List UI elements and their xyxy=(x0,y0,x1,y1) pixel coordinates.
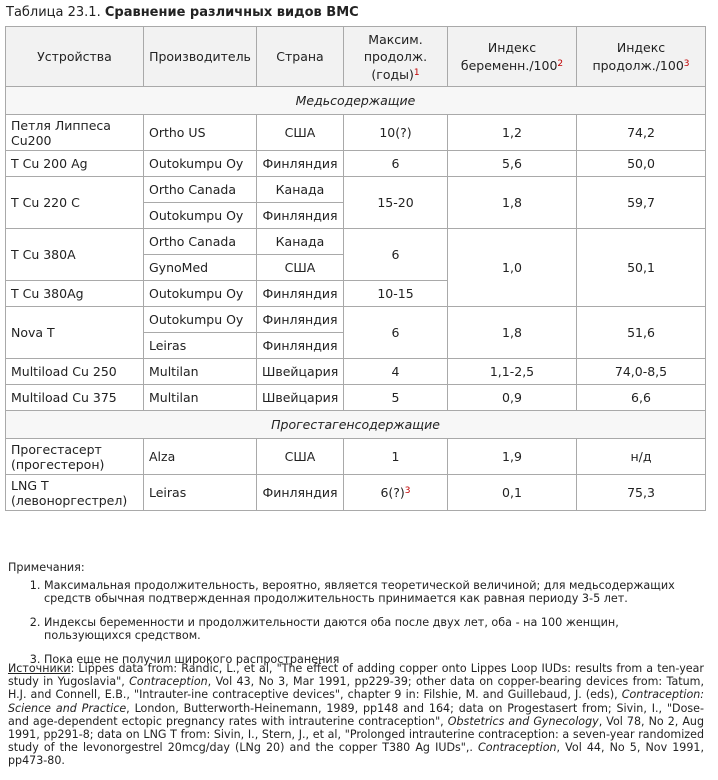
sources: Источники: Lippes data from: Randic, L., et al, "The effect of adding copper onto Lippes Loop IUDs: results from a ten-year study in Yugoslavia", Contraception, Vol 43, No 3, Mar 1991, pp229-39; other data on copper-bearing devices from: Tatum, H.J. and Connell, E.B., "Intrauter-ine contraceptive devices", chapter 9 in: Filshie, M. and Guillebaud, J. (eds), Contraception: Science and Practice, London, Butterworth-Heinemann, 1989, pp148 and 164; data on Progestasert from; Sivin, I., "Dose- and age-dependent ectopic pregnancy rates with intrauterine contraception", Obstetrics and Gynecology, Vol 78, No 2, Aug 1991, pp291-8; data on LNG T from: Sivin, I., Stern, J., et al, "Prolonged intrauterine contraception: a seven-year randomized study of the levonorgestrel 20mcg/day (LNg 20) and the copper T380 Ag IUDs",. Contraception, Vol 44, No 5, Nov 1991, pp473-80. xyxy=(8,662,705,768)
continuation-cell: 51,6 xyxy=(577,307,706,359)
country-cell: Швейцария xyxy=(257,385,344,411)
pregnancy-cell: 1,8 xyxy=(448,307,577,359)
header-continuation-index: Индекс $продолж./100^3$ xyxy=(577,27,706,87)
maker-cell: Outokumpu Oy xyxy=(144,203,257,229)
device-cell: T Cu 200 Ag xyxy=(6,151,144,177)
table-row xyxy=(6,115,706,151)
max-cell: 10(?) xyxy=(344,115,448,151)
pregnancy-cell: 0,9 xyxy=(448,385,577,411)
table-row xyxy=(6,229,706,255)
note-item: 1. Максимальная продолжительность, вероятно, является теоретической величиной; для медьсодержащих средств обычная подтвержденная продолжительность принимается как равная периоду 3-5 лет. xyxy=(44,579,708,606)
continuation-cell: 50,0 xyxy=(577,151,706,177)
maker-cell: Leiras xyxy=(144,475,257,511)
continuation-cell: 50,1 xyxy=(577,229,706,307)
note-item: 2. Индексы беременности и продолжительности даются оба после двух лет, оба - на 100 женщин, пользующихся средством. xyxy=(44,616,708,643)
continuation-cell: 6,6 xyxy=(577,385,706,411)
maker-cell: Ortho Canada xyxy=(144,177,257,203)
pregnancy-cell: 1,9 xyxy=(448,439,577,475)
maker-cell: Leiras xyxy=(144,333,257,359)
footnote-ref-2: 2 xyxy=(557,59,564,69)
section-copper: Медьсодержащие xyxy=(6,87,706,115)
maker-cell: Outokumpu Oy xyxy=(144,281,257,307)
notes xyxy=(8,561,708,676)
table-row xyxy=(6,475,706,511)
country-cell: Финляндия xyxy=(257,307,344,333)
maker-cell: Ortho Canada xyxy=(144,229,257,255)
table-row xyxy=(6,307,706,333)
device-cell: Multiload Cu 375 xyxy=(6,385,144,411)
device-cell: LNG T (левоноргестрел) xyxy=(6,475,144,511)
continuation-cell: 59,7 xyxy=(577,177,706,229)
maker-cell: Ortho US xyxy=(144,115,257,151)
max-cell: 5 xyxy=(344,385,448,411)
device-cell: Nova T xyxy=(6,307,144,359)
country-cell: Финляндия xyxy=(257,203,344,229)
max-cell: 6 xyxy=(344,307,448,359)
maker-cell: Outokumpu Oy xyxy=(144,307,257,333)
section-progestin: Прогестагенсодержащие xyxy=(6,411,706,439)
country-cell: США xyxy=(257,115,344,151)
maker-cell: GynoMed xyxy=(144,255,257,281)
note-item: 3. Пока еще не получил широкого распространения xyxy=(44,653,708,667)
header-country: Страна xyxy=(257,27,344,87)
caption-prefix: Таблица 23.1. xyxy=(6,5,101,20)
pregnancy-cell: 0,1 xyxy=(448,475,577,511)
device-cell: Multiload Cu 250 xyxy=(6,359,144,385)
device-cell: T Cu 380Ag xyxy=(6,281,144,307)
max-cell: 6 xyxy=(344,229,448,281)
device-cell: Петля Липпеса Cu200 xyxy=(6,115,144,151)
country-cell: Финляндия xyxy=(257,475,344,511)
country-cell: Финляндия xyxy=(257,333,344,359)
country-cell: Канада xyxy=(257,229,344,255)
section-row xyxy=(6,87,706,115)
table-row xyxy=(6,359,706,385)
table-row xyxy=(6,151,706,177)
device-cell: Прогестасерт (прогестерон) xyxy=(6,439,144,475)
country-cell: США xyxy=(257,255,344,281)
footnote-ref-3: 3 xyxy=(683,59,690,69)
continuation-cell: 74,2 xyxy=(577,115,706,151)
caption-title: Сравнение различных видов ВМС xyxy=(104,5,359,20)
continuation-cell: 75,3 xyxy=(577,475,706,511)
maker-cell: Multilan xyxy=(144,359,257,385)
country-cell: США xyxy=(257,439,344,475)
country-cell: Швейцария xyxy=(257,359,344,385)
table-caption xyxy=(6,5,359,20)
sources-label: Источники xyxy=(8,662,71,675)
maker-cell: Alza xyxy=(144,439,257,475)
header-device: Устройства xyxy=(6,27,144,87)
max-cell: 6(?)$^3$ xyxy=(344,475,448,511)
header-row xyxy=(6,27,706,87)
max-cell: 1 xyxy=(344,439,448,475)
country-cell: Канада xyxy=(257,177,344,203)
country-cell: Финляндия xyxy=(257,151,344,177)
table-row xyxy=(6,177,706,203)
table-row xyxy=(6,385,706,411)
country-cell: Финляндия xyxy=(257,281,344,307)
header-max-duration: Максим. продолж. (годы)$^1$ xyxy=(344,27,448,87)
header-maker: Производитель xyxy=(144,27,257,87)
max-cell: 6 xyxy=(344,151,448,177)
pregnancy-cell: 5,6 xyxy=(448,151,577,177)
pregnancy-cell: 1,1-2,5 xyxy=(448,359,577,385)
notes-heading: Примечания: xyxy=(8,561,85,574)
device-cell: T Cu 380A xyxy=(6,229,144,281)
max-cell: 10-15 xyxy=(344,281,448,307)
device-cell: T Cu 220 C xyxy=(6,177,144,229)
max-cell: 15-20 xyxy=(344,177,448,229)
maker-cell: Multilan xyxy=(144,385,257,411)
pregnancy-cell: 1,8 xyxy=(448,177,577,229)
continuation-cell: н/д xyxy=(577,439,706,475)
max-cell: 4 xyxy=(344,359,448,385)
footnote-ref-1: 1 xyxy=(413,67,420,78)
continuation-cell: 74,0-8,5 xyxy=(577,359,706,385)
header-pregnancy-index: Индекс $беременн./100^2$ xyxy=(448,27,577,87)
pregnancy-cell: 1,2 xyxy=(448,115,577,151)
maker-cell: Outokumpu Oy xyxy=(144,151,257,177)
table-row xyxy=(6,439,706,475)
iud-comparison-table xyxy=(5,26,706,511)
pregnancy-cell: 1,0 xyxy=(448,229,577,307)
section-row xyxy=(6,411,706,439)
footnote-ref-3: 3 xyxy=(404,486,411,496)
notes-list xyxy=(8,579,708,667)
